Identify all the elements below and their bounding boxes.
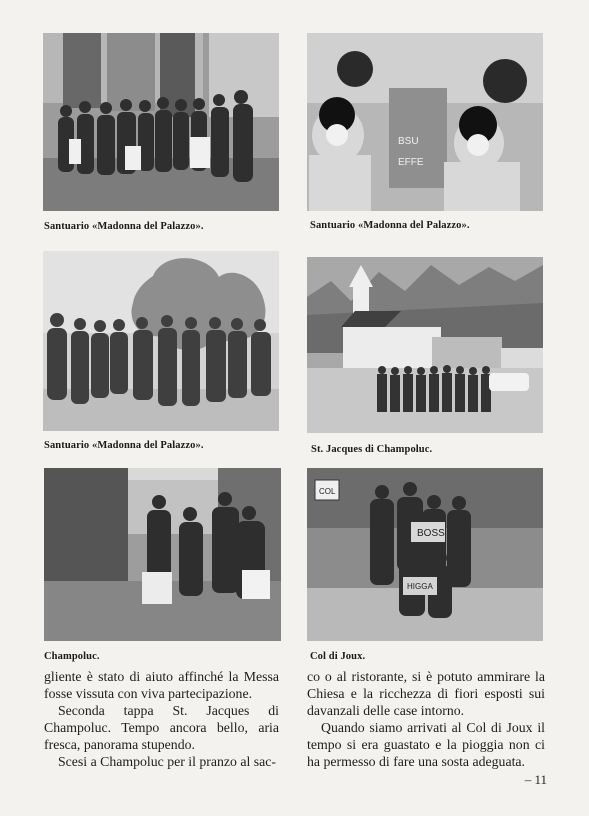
caption-middle-right: St. Jacques di Champoluc. <box>311 444 433 455</box>
body-paragraph-2: Seconda tappa St. Jacques di Champoluc. Tempo ancora bello, aria fresca, panorama stupendo. <box>44 703 279 752</box>
caption-bottom-left: Champoluc. <box>44 651 100 662</box>
caption-bottom-right: Col di Joux. <box>310 651 366 662</box>
photo-champoluc <box>44 468 281 641</box>
photo-st-jacques <box>307 257 543 433</box>
svg-text:EFFE: EFFE <box>398 157 424 168</box>
shirt-text-1: BOSS <box>417 528 445 539</box>
caption-middle-left: Santuario «Madonna del Palazzo». <box>44 440 204 451</box>
page-number: – 11 <box>524 772 547 787</box>
body-paragraph-4: co o al ristorante, si è potuto ammirare la Chiesa e la ricchezza di fiori esposti sui davanzali delle case intorno. <box>307 669 545 718</box>
body-paragraph-1: gliente è stato di aiuto affinché la Messa fosse vissuta con viva partecipazione. <box>44 669 279 701</box>
body-paragraph-3: Scesi a Champoluc per il pranzo al sac- <box>58 754 276 769</box>
caption-top-right: Santuario «Madonna del Palazzo». <box>310 220 470 231</box>
body-paragraph-5: Quando siamo arrivati al Col di Joux il tempo si era guastato e la pioggia non ci ha permesso di fare una sosta adeguata. <box>307 720 545 769</box>
body-text-left <box>44 668 279 770</box>
photo-santuario-group-1 <box>43 33 279 211</box>
photo-santuario-close-up <box>307 33 543 211</box>
caption-top-left: Santuario «Madonna del Palazzo». <box>44 221 204 232</box>
sign-col-text: COL <box>319 487 336 496</box>
body-text-right <box>307 668 545 770</box>
shirt-text-2: HIGGA <box>407 582 433 591</box>
svg-text:BSU: BSU <box>398 136 419 147</box>
photo-santuario-group-2 <box>43 251 279 431</box>
photo-col-di-joux <box>307 468 543 641</box>
